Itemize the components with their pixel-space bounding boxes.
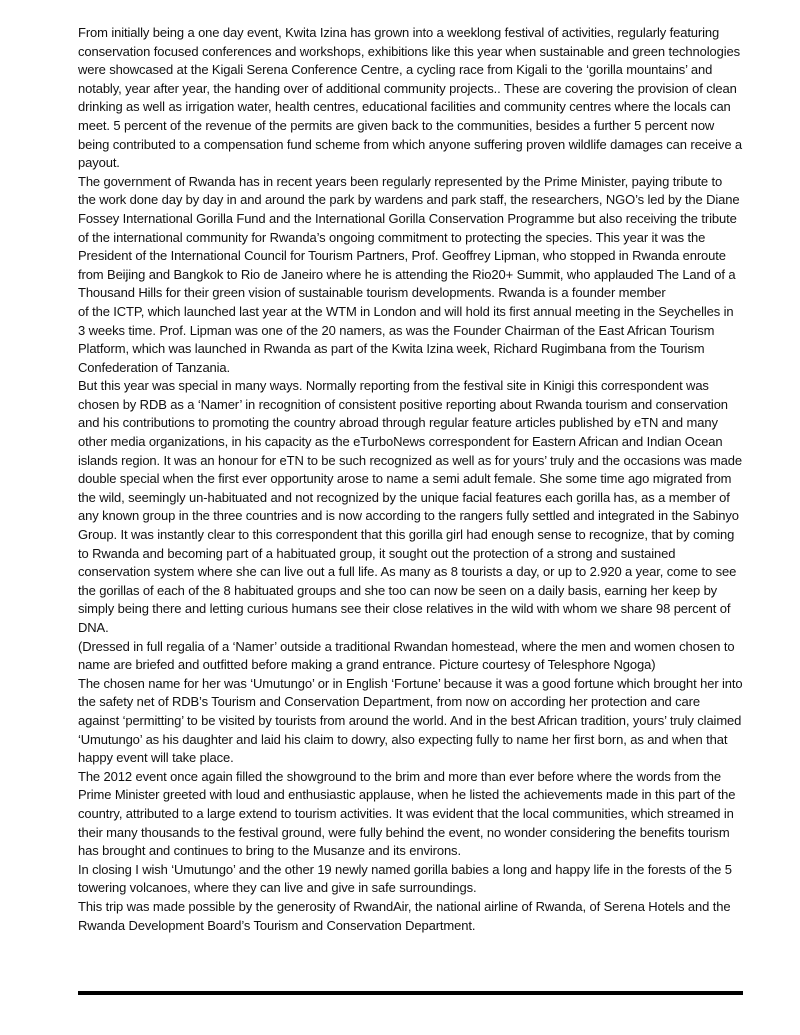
paragraph-closing: In closing I wish ‘Umutungo’ and the other 19 newly named gorilla babies a long and happy life in the forests of the 5 towering volcanoes, where they can live and give in safe surroundings. [78, 861, 732, 896]
paragraph-2012-event: The 2012 event once again filled the showground to the brim and more than ever before where the words from the Prime Minister greeted with loud and enthusiastic applause, when he listed the achievements made in this part of the country, attributed to a large extend to tourism activities. It was evident that the local communities, which streamed in their many thousands to the festival ground, were fully behind the event, no wonder considering the benefits tourism has brought and continues to bring to the Musanze and its environs. [78, 768, 736, 859]
article-body [78, 24, 743, 935]
paragraph-special-year: But this year was special in many ways. Normally reporting from the festival site in Kinigi this correspondent was chosen by RDB as a ‘Namer’ in recognition of consistent positive reporting about Rwanda tourism and conservation and his contributions to promoting the country abroad through regular feature articles published by eTN and many other media organizations, in his capacity as the eTurboNews correspondent for Eastern African and Indian Ocean islands region. It was an honour for eTN to be such recognized as well as for yours’ truly and the occasions was made double special when the first ever opportunity arose to name a semi adult female. She some time ago migrated from the wild, seemingly un-habituated and not recognized by the unique facial features each gorilla has, as a member of any known group in the three countries and is now according to the rangers fully settled and integrated in the Sabinyo Group. It was instantly clear to this correspondent that this gorilla girl had enough sense to recognize, that by coming to Rwanda and becoming part of a habituated group, it sought out the protection of a strong and sustained conservation system where she can live out a full life. As many as 8 tourists a day, or up to 2.920 a year, come to see the gorillas of each of the 8 habituated groups and she too can now be seen on a daily basis, earning her keep by simply being there and letting curious humans see their close relatives in the wild with whom we share 98 percent of DNA. [78, 378, 742, 635]
photo-caption: (Dressed in full regalia of a ‘Namer’ outside a traditional Rwandan homestead, where the men and women chosen to name are briefed and outfitted before making a grand entrance. Picture courtesy of Telesphore Ngoga) [78, 638, 735, 673]
paragraph-government-representation: The government of Rwanda has in recent years been regularly represented by the Prime Minister, paying tribute to the work done day by day in and around the park by wardens and park staff, the researchers, NGO’s led by the Diane Fossey International Gorilla Fund and the International Gorilla Conservation Programme but also receiving the tribute of the international community for Rwanda’s ongoing commitment to protecting the species. This year it was the President of the International Council for Tourism Partners, Prof. Geoffrey Lipman, who stopped in Rwanda enroute from Beijing and Bangkok to Rio de Janeiro where he is attending the Rio20+ Summit, who applauded The Land of a Thousand Hills for their green vision of sustainable tourism developments. Rwanda is a founder member [78, 173, 740, 301]
paragraph-acknowledgement: This trip was made possible by the generosity of RwandAir, the national airline of Rwanda, of Serena Hotels and the Rwanda Development Board’s Tourism and Conservation Department. [78, 898, 731, 933]
paragraph-ictp-namers: of the ICTP, which launched last year at the WTM in London and will hold its first annual meeting in the Seychelles in 3 weeks time. Prof. Lipman was one of the 20 namers, as was the Founder Chairman of the East African Tourism Platform, which was launched in Rwanda as part of the Kwita Izina week, Richard Rugimbana from the Tourism Confederation of Tanzania. [78, 303, 734, 375]
footer-rule [78, 991, 743, 995]
paragraph-umutungo-name: The chosen name for her was ‘Umutungo’ or in English ‘Fortune’ because it was a good fortune which brought her into the safety net of RDB’s Tourism and Conservation Department, from now on according her protection and care against ‘permitting’ to be visited by tourists from around the world. And in the best African tradition, yours’ truly claimed ‘Umutungo’ as his daughter and laid his claim to dowry, also expecting fully to name her first born, as and when that happy event will take place. [78, 675, 743, 766]
paragraph-kwita-izina-festival: From initially being a one day event, Kwita Izina has grown into a weeklong festival of activities, regularly featuring conservation focused conferences and workshops, exhibitions like this year when sustainable and green technologies were showcased at the Kigali Serena Conference Centre, a cycling race from Kigali to the ‘gorilla mountains’ and notably, year after year, the handing over of additional community projects.. These are covering the provision of clean drinking as well as irrigation water, health centres, educational facilities and community centres where the locals can meet. 5 percent of the revenue of the permits are given back to the communities, besides a further 5 percent now being contributed to a compensation fund scheme from which anyone suffering proven wildlife damages can receive a payout. [78, 25, 743, 171]
